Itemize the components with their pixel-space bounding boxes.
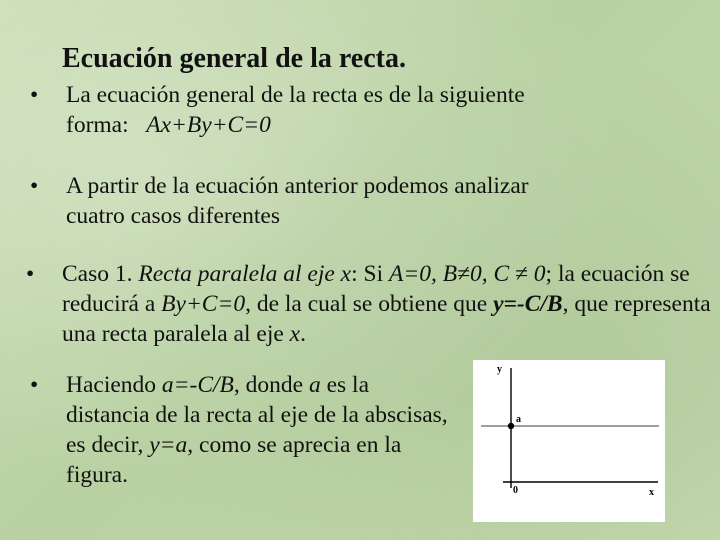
- bullet-text: [66, 370, 450, 490]
- line-parallel-figure: [473, 360, 665, 522]
- text-run: .: [300, 321, 306, 347]
- x-axis-label: x: [649, 487, 654, 498]
- text-run: : Si: [351, 261, 389, 287]
- bullet-marker: •: [30, 372, 39, 398]
- text-run: , como se aprecia en la figura.: [66, 432, 402, 488]
- bullet-four-cases: [30, 171, 670, 231]
- bullet-text: [66, 171, 670, 231]
- y-axis-label: y: [497, 364, 502, 375]
- bullet-general-form: [30, 80, 670, 140]
- general-equation: Ax+By+C=0: [146, 112, 271, 138]
- bullet-line: La ecuación general de la recta es de la siguiente: [66, 82, 525, 108]
- text-run: , que representa una recta paralela al eje: [62, 291, 711, 347]
- text-run: es la distancia de la recta al eje de la abscisas, es decir,: [66, 372, 448, 458]
- text-run: Caso 1.: [62, 261, 139, 287]
- bullet-line: A partir de la ecuación anterior podemos analizar: [66, 173, 529, 199]
- bullet-distance: [30, 370, 450, 490]
- text-run: ; la ecuación se reducirá a: [62, 261, 690, 317]
- variable-a: a: [308, 372, 321, 398]
- bullet-line: cuatro casos diferentes: [66, 203, 281, 229]
- slide-title: Ecuación general de la recta.: [62, 43, 406, 74]
- bullet-text: [66, 80, 670, 140]
- text-run: , donde: [233, 372, 309, 398]
- point-a-label: a: [516, 414, 521, 425]
- axis-name: x: [289, 321, 301, 347]
- line-equation: y=a: [149, 432, 188, 458]
- text-run: Haciendo: [66, 372, 162, 398]
- bullet-line: forma:: [66, 112, 147, 138]
- figure-svg: [473, 360, 665, 522]
- case-title: Recta paralela al eje x: [138, 261, 352, 287]
- bullet-marker: •: [26, 261, 35, 287]
- bullet-marker: •: [30, 82, 39, 108]
- distance-equation: a=-C/B: [161, 372, 234, 398]
- origin-label: 0: [513, 485, 518, 496]
- solved-equation: y=-C/B: [493, 291, 563, 317]
- bullet-marker: •: [30, 173, 39, 199]
- reduced-equation: By+C=0: [161, 291, 246, 317]
- text-run: , de la cual se obtiene que: [245, 291, 494, 317]
- bullet-text: [62, 259, 716, 349]
- case-conditions: A=0, B≠0, C ≠ 0: [389, 261, 546, 287]
- bullet-case-1: [26, 259, 716, 349]
- intercept-point: [508, 423, 514, 429]
